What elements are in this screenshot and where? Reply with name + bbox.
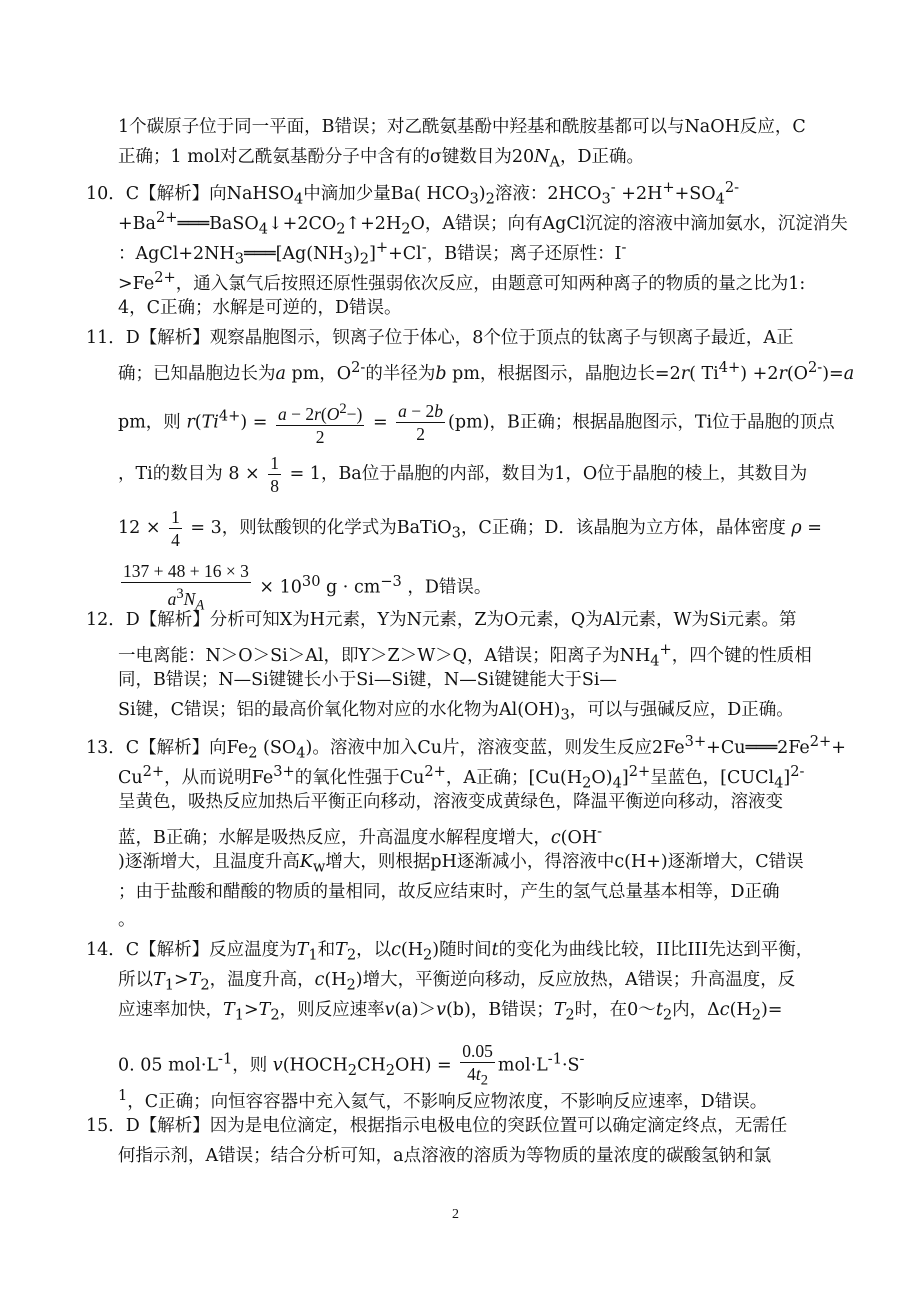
text-line: $Cu^{2+}$，从而说明$Fe^{3+}$的氧化性强于$Cu^{2+}$，A正确；$[Cu(H_2O)_4]^{2+}$呈蓝色，[CUCl$_4$]$^{2-}$ [118,763,805,792]
text-line: 应速率加快，$T_1>T_2$，则反应速率v(a)＞v(b)，B错误；$T_2$时，在$0\sim t_2$内，$\Delta c(H_2)=$ [118,1000,783,1024]
page-number: 2 [452,1207,459,1222]
text-line: 14．C【解析】反应温度为$T_1$和$T_2$，以$c(H_2)$随时间t的变化为曲线比较，II比III先达到平衡， [86,940,814,964]
text-line: 10．C【解析】向NaHSO$_4$中滴加少量Ba( $HCO_3)_2$溶液：$2HCO_3^- +2H^++SO_4^{2-}$ [86,179,740,208]
text-line: Si键，C错误；铝的最高价氧化物对应的水化物为$Al(OH)_3$，可以与强碱反应，D正确。 [118,700,794,724]
text-line: ；由于盐酸和醋酸的物质的量相同，故反应结束时，产生的氢气总量基本相等，D正确 [118,882,780,902]
text-line: 13．C【解析】向$Fe_2$ $(SO_4)$。溶液中加入Cu片，溶液变蓝，则发生反应$2Fe^{3+}+Cu═══2Fe^{2+}+$ [86,733,846,762]
text-line: 12 × $\frac{1}{4}$ = 3，则钛酸钡的化学式为BaTiO$_3$，C正确；D．该晶胞为立方体，晶体密度 ρ = [118,507,822,550]
text-line: 一电离能：N＞O＞Si＞Al，即Y＞Z＞W＞Q，A错误；阳离子为$NH_4^+$，四个键的性质相 [118,641,812,670]
text-line: ：$AgCl+2NH_3═══[Ag(NH_3)_2]^++Cl^-$，B错误；离子还原性：I- [118,239,627,268]
text-line: 0. 05 $mol\cdot L^{-1}$，则 $v(HOCH_2CH_2OH)$ = $\frac{0.05}{4t_2}$ $mol\cdot L^{-1}\cdot S^-$ [118,1041,585,1089]
text-line: 1个碳原子位于同一平面，B错误；对乙酰氨基酚中羟基和酰胺基都可以与NaOH反应，C [118,117,806,137]
text-line: 同，B错误；N—Si键键长小于Si—Si键，N—Si键键能大于Si— [118,670,617,690]
text-line: 正确；1 mol对乙酰氨基酚分子中含有的σ键数目为$20N_A$，D正确。 [118,147,645,171]
text-line: $\frac{137 + 48 + 16 \times 3}{a^3N_A}$ × $10^{30}$ $g \cdot cm^{-3}$ ，D错误。 [123,561,492,614]
text-line: $+Ba^{2+}═══BaSO_4↓+2CO_2↑+2H_2O$，A错误；向有AgCl沉淀的溶液中滴加氨水，沉淀消失 [118,209,848,238]
text-line: 呈黄色，吸热反应加热后平衡正向移动，溶液变成黄绿色，降温平衡逆向移动，溶液变 [118,792,783,812]
text-line: 15．D【解析】因为是电位滴定，根据指示电极电位的突跃位置可以确定滴定终点，无需任 [86,1116,788,1136]
text-line: 何指示剂，A错误；结合分析可知，a点溶液的溶质为等物质的量浓度的碳酸氢钠和氯 [118,1146,772,1166]
text-line: 蓝，B正确；水解是吸热反应，升高温度水解程度增大，c(OH- [118,823,603,848]
text-line: $>Fe^{2+}$，通入氯气后按照还原性强弱依次反应，由题意可知两种离子的物质的量之比为1: [118,269,806,294]
text-line: 。 [118,910,136,930]
text-line: 所以$T_1>T_2$，温度升高，$c(H_2)$增大，平衡逆向移动，反应放热，A错误；升高温度，反 [118,970,796,994]
text-line: ，Ti的数目为 8 × $\frac{1}{8}$ = 1，Ba位于晶胞的内部，数目为1，O位于晶胞的棱上，其数目为 [118,453,808,496]
text-line: 12．D【解析】分析可知X为H元素，Y为N元素，Z为O元素，Q为Al元素，W为Si元素。第 [86,610,797,630]
text-line: 确；已知晶胞边长为a pm，$O^{2-}$的半径为b pm，根据图示，晶胞边长=2r( $Ti^{4+}) +2r(O^{2-})=a$ [118,359,855,384]
text-line: )逐渐增大，且温度升高$K_w$增大，则根据pH逐渐减小，得溶液中c(H+)逐渐增大，C错误 [118,852,804,876]
text-line: 4，C正确；水解是可逆的，D错误。 [118,298,402,318]
text-line: pm，则 $r(Ti^{4+})$ = $\frac{a - 2r(O^2-)}{2}$ = $\frac{a - 2b}{2}$ (pm)，B正确；根据晶胞图示，Ti位于晶胞的顶点 [118,398,835,448]
text-line: 11．D【解析】观察晶胞图示，钡离子位于体心，8个位于顶点的钛离子与钡离子最近，A正 [86,328,794,348]
text-line: $^1$，C正确；向恒容容器中充入氦气，不影响反应物浓度，不影响反应速率，D错误。 [118,1087,768,1112]
